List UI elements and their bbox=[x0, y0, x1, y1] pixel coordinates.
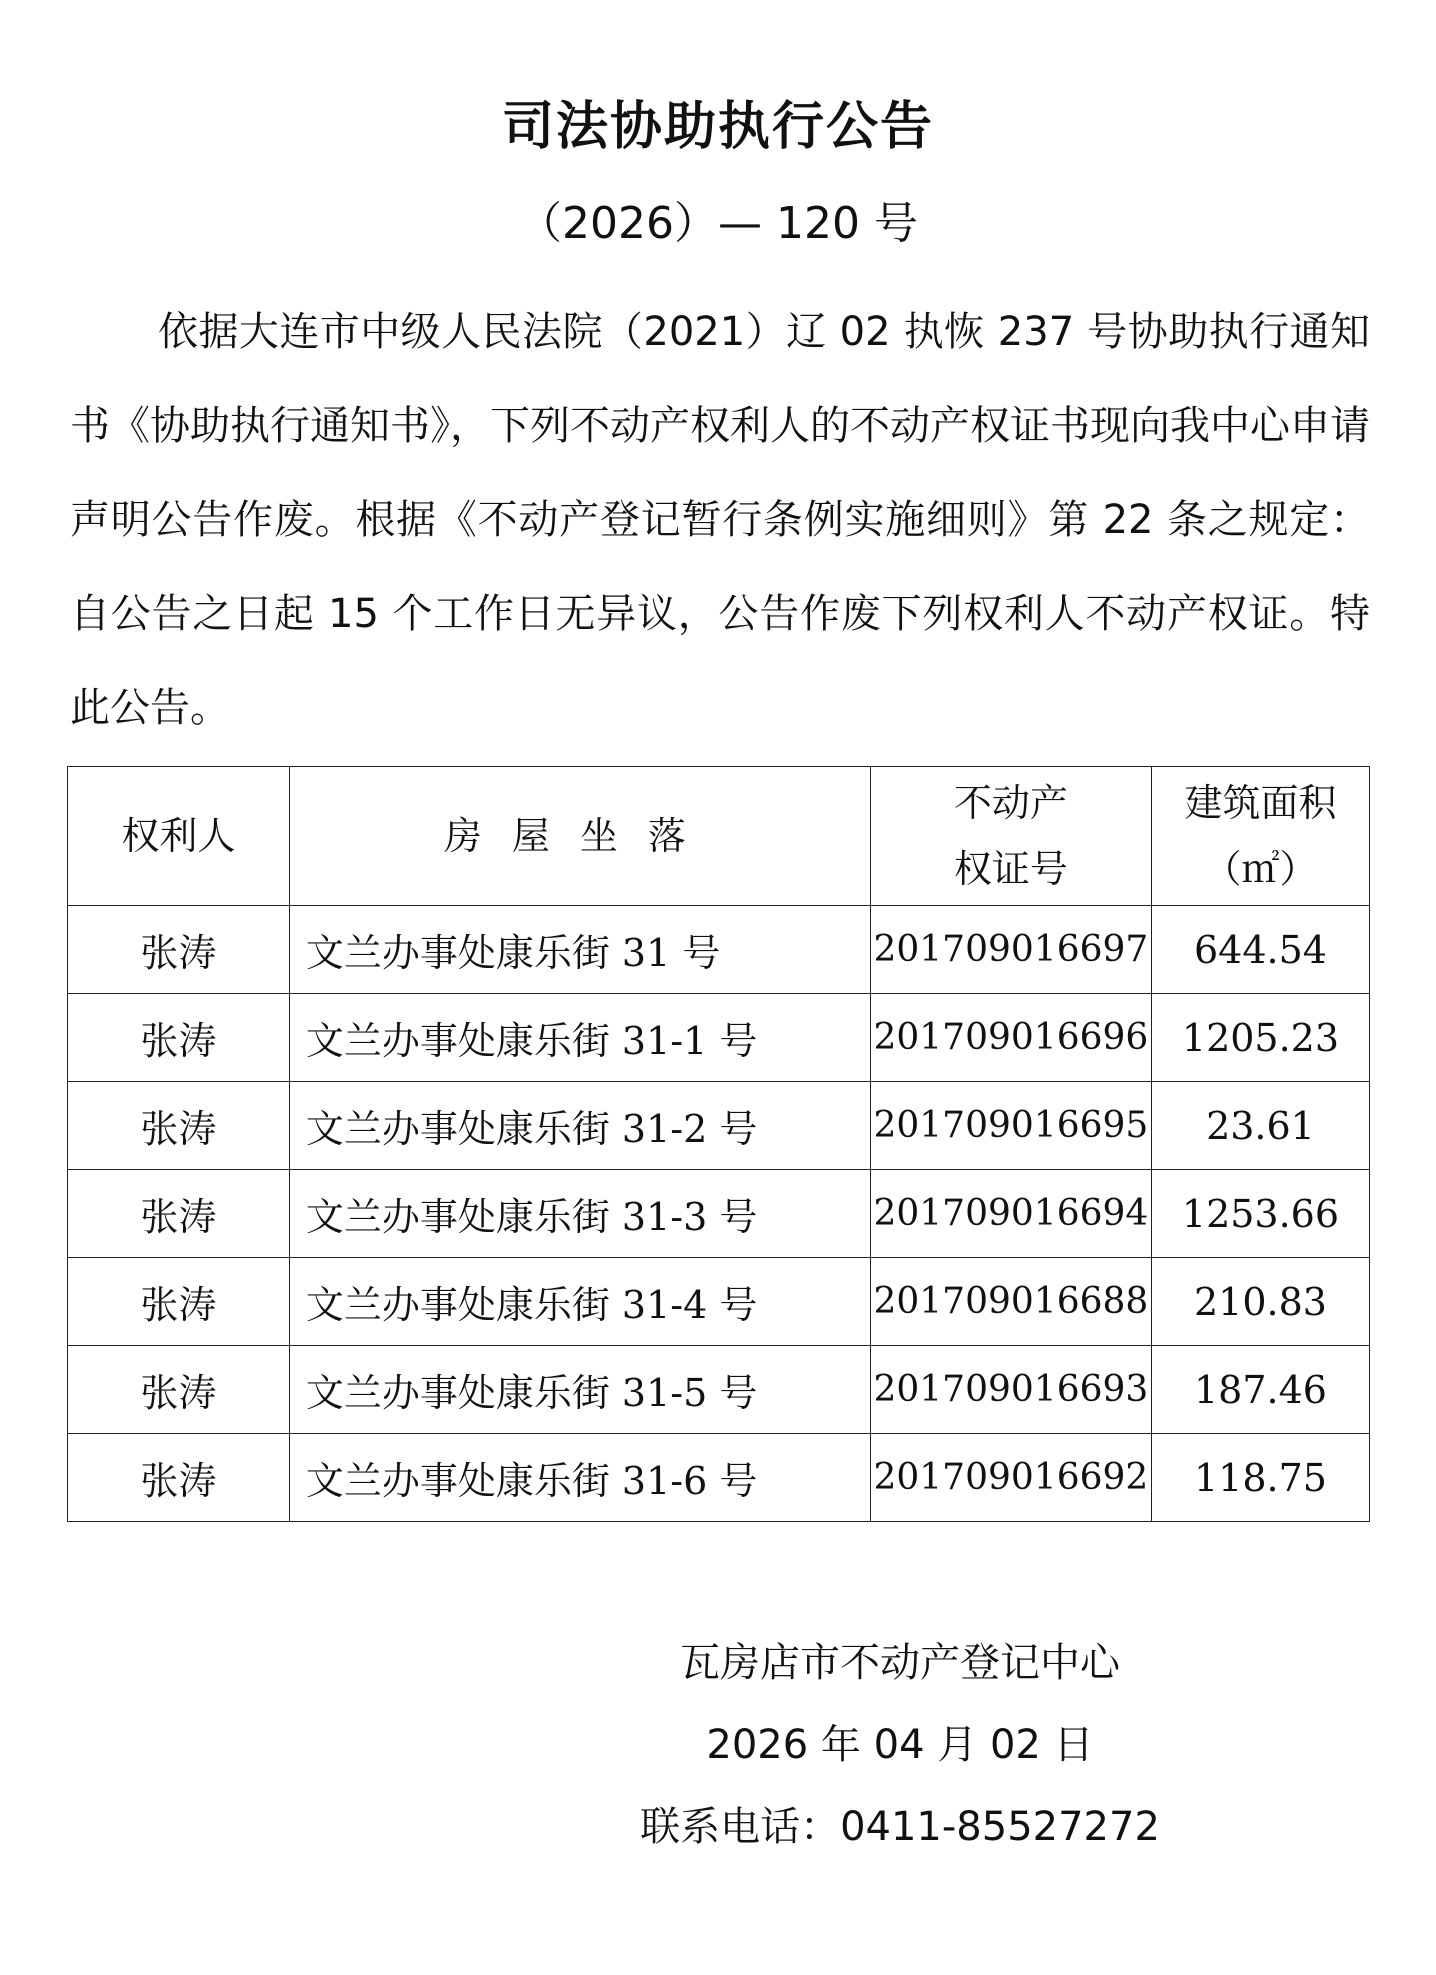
cell-location: 文兰办事处康乐街 31-6 号 bbox=[289, 1434, 870, 1522]
header-location-label: 房屋坐落 bbox=[443, 814, 716, 858]
cell-area: 187.46 bbox=[1151, 1346, 1369, 1434]
table-row bbox=[68, 1258, 1370, 1346]
cell-cert: 201709016697 bbox=[870, 906, 1151, 994]
cell-cert: 201709016693 bbox=[870, 1346, 1151, 1434]
property-table bbox=[67, 766, 1370, 1522]
table-row bbox=[68, 994, 1370, 1082]
notice-body: 依据大连市中级人民法院（2021）辽 02 执恢 237 号协助执行通知书《协助执行通知书》，下列不动产权利人的不动产权证书现向我中心申请声明公告作废。根据《不动产登记暂行条例实施细则》第 22 条之规定：自公告之日起 15 个工作日无异议，公告作废下列权利人不动产权证。特此公告。 bbox=[70, 309, 1370, 731]
cell-area: 23.61 bbox=[1151, 1082, 1369, 1170]
cell-holder: 张涛 bbox=[68, 1170, 290, 1258]
cell-area: 644.54 bbox=[1151, 906, 1369, 994]
header-area-line2: （㎡） bbox=[1203, 847, 1318, 891]
header-cert-line1: 不动产 bbox=[953, 781, 1068, 825]
table-row bbox=[68, 1082, 1370, 1170]
cell-cert: 201709016694 bbox=[870, 1170, 1151, 1258]
cell-area: 1205.23 bbox=[1151, 994, 1369, 1082]
header-area-line1: 建筑面积 bbox=[1184, 781, 1337, 825]
cell-area: 1253.66 bbox=[1151, 1170, 1369, 1258]
header-area bbox=[1151, 767, 1369, 906]
table-row bbox=[68, 1346, 1370, 1434]
notice-number: （2026）— 120 号 bbox=[518, 198, 918, 249]
cell-cert: 201709016692 bbox=[870, 1434, 1151, 1522]
header-location bbox=[289, 767, 870, 906]
table-row bbox=[68, 1170, 1370, 1258]
table-header-row bbox=[68, 767, 1370, 906]
cell-holder: 张涛 bbox=[68, 994, 290, 1082]
issue-date: 2026 年 04 月 02 日 bbox=[706, 1722, 1094, 1768]
cell-location: 文兰办事处康乐街 31 号 bbox=[289, 906, 870, 994]
notice-title: 司法协助执行公告 bbox=[501, 97, 934, 157]
cell-holder: 张涛 bbox=[68, 906, 290, 994]
cell-location: 文兰办事处康乐街 31-3 号 bbox=[289, 1170, 870, 1258]
cell-holder: 张涛 bbox=[68, 1434, 290, 1522]
cell-area: 118.75 bbox=[1151, 1434, 1369, 1522]
cell-location: 文兰办事处康乐街 31-4 号 bbox=[289, 1258, 870, 1346]
contact-phone: 联系电话：0411-85527272 bbox=[640, 1804, 1160, 1850]
cell-area: 210.83 bbox=[1151, 1258, 1369, 1346]
table-row bbox=[68, 1434, 1370, 1522]
cell-location: 文兰办事处康乐街 31-2 号 bbox=[289, 1082, 870, 1170]
cell-location: 文兰办事处康乐街 31-5 号 bbox=[289, 1346, 870, 1434]
cell-holder: 张涛 bbox=[68, 1258, 290, 1346]
issuing-organization: 瓦房店市不动产登记中心 bbox=[680, 1640, 1120, 1686]
signature-block bbox=[580, 1622, 1220, 1868]
cell-cert: 201709016696 bbox=[870, 994, 1151, 1082]
table-row bbox=[68, 906, 1370, 994]
cell-holder: 张涛 bbox=[68, 1082, 290, 1170]
cell-location: 文兰办事处康乐街 31-1 号 bbox=[289, 994, 870, 1082]
cell-holder: 张涛 bbox=[68, 1346, 290, 1434]
cell-cert: 201709016695 bbox=[870, 1082, 1151, 1170]
cell-cert: 201709016688 bbox=[870, 1258, 1151, 1346]
header-holder: 权利人 bbox=[68, 767, 290, 906]
header-cert bbox=[870, 767, 1151, 906]
header-cert-line2: 权证号 bbox=[953, 847, 1068, 891]
